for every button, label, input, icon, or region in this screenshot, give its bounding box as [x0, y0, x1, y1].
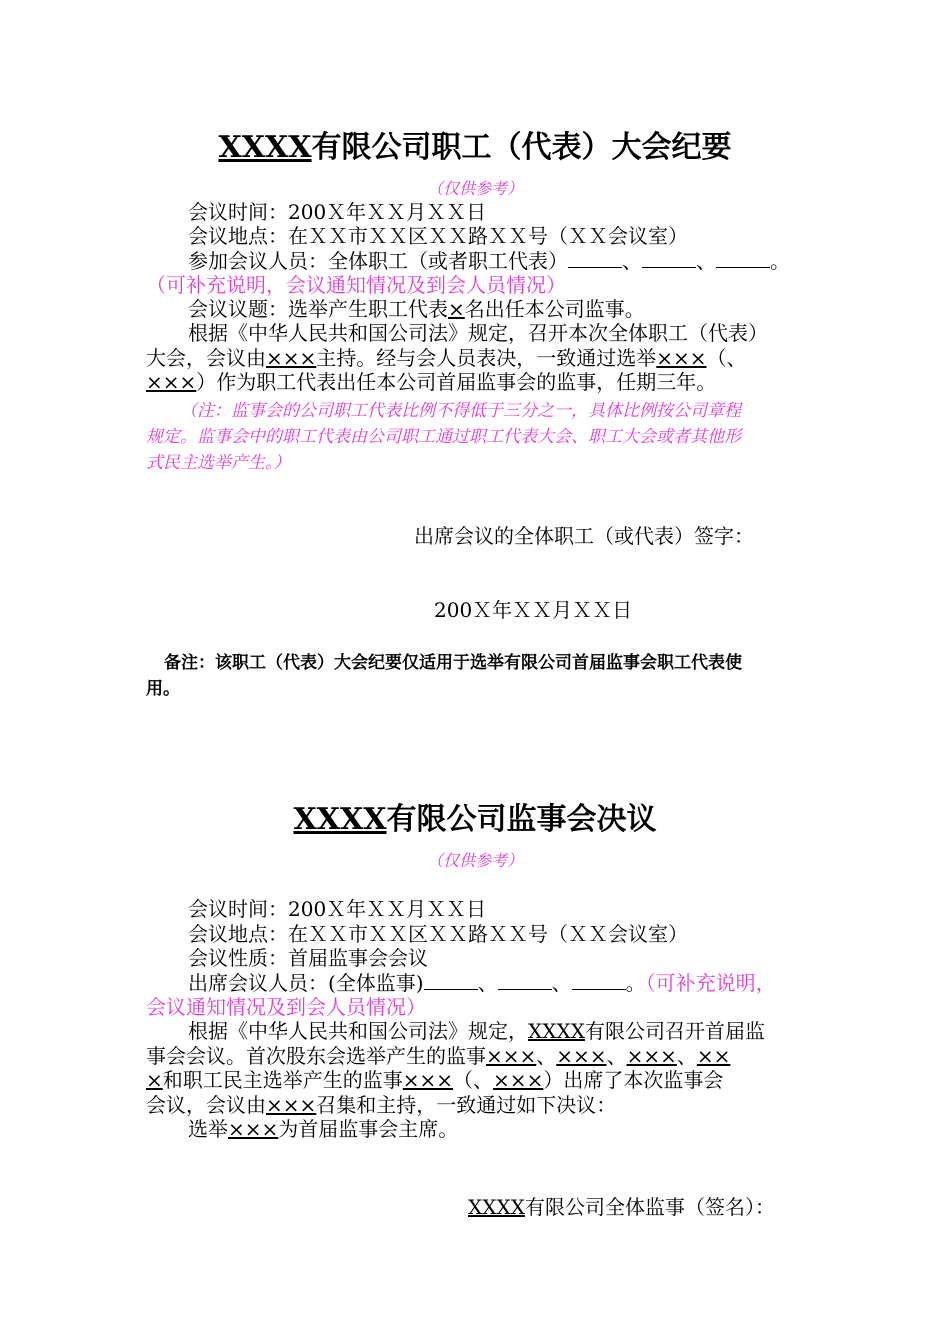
doc1-note-line-2: 规定。监事会中的职工代表由公司职工通过职工代表大会、职工大会或者其他形 — [146, 427, 741, 447]
doc2-meeting-place — [146, 922, 858, 946]
doc2-attendees-note: 会议通知情况及到会人员情况） — [146, 995, 426, 1019]
doc2-body-line-3 — [146, 1068, 816, 1092]
doc2-sep: 、 — [536, 1044, 557, 1068]
doc2-body-text: 会议，会议由 — [146, 1093, 266, 1117]
doc2-reference-note: （仅供参考） — [426, 851, 523, 870]
doc1-body-text: （、 — [706, 346, 747, 370]
doc1-body-text: ）作为职工代表出任本公司首届监事会的监事，任期三年。 — [196, 370, 717, 394]
doc2-attendees — [146, 971, 858, 995]
doc1-body-line-2 — [146, 346, 816, 370]
doc1-topic-count: × — [448, 297, 465, 321]
doc2-supervisor-placeholder: ××× — [556, 1044, 607, 1068]
doc2-title — [0, 800, 950, 840]
doc1-note-line-3: 式民主选举产生。） — [146, 453, 291, 473]
doc2-supervisor-placeholder: ××× — [626, 1044, 677, 1068]
doc1-sep-1: 、 — [622, 249, 642, 273]
doc1-title-text: 有限公司职工（代表）大会纪要 — [311, 130, 732, 165]
doc1-place-value: 在ＸＸ市ＸＸ区ＸＸ路ＸＸ号（ＸＸ会议室） — [288, 224, 688, 248]
doc1-remark-line-1: 备注：该职工（代表）大会纪要仅适用于选举有限公司首届监事会职工代表使 — [164, 653, 742, 673]
doc2-body-line-2 — [146, 1044, 816, 1068]
doc1-meeting-time — [146, 200, 858, 224]
doc2-supervisor-placeholder: ××× — [486, 1044, 537, 1068]
doc2-company-placeholder: XXXX — [528, 1019, 585, 1043]
doc1-place-label: 会议地点： — [188, 224, 288, 248]
doc2-body-line-1 — [146, 1019, 858, 1043]
doc1-elected-placeholder: ××× — [656, 346, 707, 370]
doc2-signature-text: 有限公司全体监事（签名）： — [524, 1195, 775, 1219]
doc2-blank-3 — [572, 971, 626, 990]
doc1-time-label: 会议时间： — [188, 200, 288, 224]
doc2-body-line-4 — [146, 1093, 816, 1117]
doc2-end: 。 — [625, 971, 646, 995]
doc2-resolution — [146, 1117, 858, 1141]
doc1-title — [0, 128, 950, 168]
doc1-body-line-3 — [146, 370, 816, 394]
doc2-convener-placeholder: ××× — [266, 1093, 317, 1117]
doc1-body-line-1: 根据《中华人民共和国公司法》规定，召开本次全体职工（代表） — [188, 321, 768, 345]
doc1-attendees — [146, 249, 858, 273]
doc1-end: 。 — [770, 249, 790, 273]
doc1-topic-text-end: 名出任本公司监事。 — [464, 297, 645, 321]
doc1-attendees-note: （可补充说明，会议通知情况及到会人员情况） — [146, 273, 566, 297]
doc2-supervisor-placeholder: ×× — [696, 1044, 731, 1068]
doc1-reference-note: （仅供参考） — [426, 179, 523, 198]
doc1-title-company-placeholder: XXXX — [218, 130, 312, 165]
doc2-body-text: （、 — [453, 1068, 494, 1092]
doc2-supervisor-placeholder: × — [146, 1068, 163, 1092]
doc2-sep: 、 — [676, 1044, 697, 1068]
doc2-signature-company-placeholder: XXXX — [468, 1195, 525, 1219]
doc1-sep-2: 、 — [696, 249, 716, 273]
doc1-topic-text: 会议议题：选举产生职工代表 — [188, 297, 448, 321]
doc2-attendees-text: 出席会议人员：(全体监事) — [188, 971, 424, 995]
doc1-time-value: 200Ｘ年ＸＸ月ＸＸ日 — [288, 200, 487, 224]
doc2-title-text: 有限公司监事会决议 — [386, 802, 657, 837]
doc2-body-text: ）出席了本次监事会 — [543, 1068, 724, 1092]
doc2-signature-label — [468, 1195, 775, 1219]
doc1-note-line-1: （注：监事会的公司职工代表比例不得低于三分之一，具体比例按公司章程 — [180, 401, 741, 421]
doc2-sep-1: 、 — [477, 971, 498, 995]
doc2-body-text: 召集和主持，一致通过如下决议： — [316, 1093, 617, 1117]
doc1-topic — [146, 297, 858, 321]
doc1-blank-3 — [716, 249, 770, 268]
doc1-body-text: 主持。经与会人员表决，一致通过选举 — [316, 346, 657, 370]
doc1-signature-date: 200Ｘ年ＸＸ月ＸＸ日 — [434, 598, 633, 622]
doc2-resolution-text: 为首届监事会主席。 — [278, 1117, 459, 1141]
doc2-chairman-placeholder: ××× — [228, 1117, 279, 1141]
doc2-time-value: 200Ｘ年ＸＸ月ＸＸ日 — [288, 897, 487, 921]
doc2-time-label: 会议时间： — [188, 897, 288, 921]
doc1-blank-2 — [642, 249, 696, 268]
doc2-body-text: 和职工民主选举产生的监事 — [162, 1068, 403, 1092]
doc2-employee-supervisor-placeholder: ××× — [402, 1068, 454, 1092]
doc1-chair-placeholder: ××× — [266, 346, 317, 370]
doc1-body-text: 大会，会议由 — [146, 346, 266, 370]
doc2-resolution-text: 选举 — [188, 1117, 228, 1141]
doc2-blank-1 — [424, 971, 478, 990]
doc2-sep: 、 — [606, 1044, 627, 1068]
doc2-attendees-note-start: （可补充说明， — [645, 971, 776, 995]
doc1-remark-line-2: 用。 — [146, 679, 180, 699]
doc2-title-company-placeholder: XXXX — [293, 802, 387, 837]
doc2-body-text: 根据《中华人民共和国公司法》规定， — [188, 1019, 528, 1043]
doc1-signature-label: 出席会议的全体职工（或代表）签字： — [414, 524, 754, 548]
doc1-meeting-place — [146, 224, 858, 248]
doc1-blank-1 — [568, 249, 622, 268]
doc2-meeting-time — [146, 897, 858, 921]
doc2-sep-2: 、 — [551, 971, 572, 995]
doc2-body-text: 有限公司召开首届监 — [584, 1019, 765, 1043]
doc2-blank-2 — [498, 971, 552, 990]
doc1-elected-placeholder-2: ××× — [146, 370, 197, 394]
doc1-attendees-text: 参加会议人员：全体职工（或者职工代表） — [188, 249, 568, 273]
doc2-meeting-nature: 会议性质：首届监事会会议 — [188, 946, 428, 970]
doc2-place-label: 会议地点： — [188, 922, 288, 946]
doc2-body-text: 事会会议。首次股东会选举产生的监事 — [146, 1044, 486, 1068]
doc2-place-value: 在ＸＸ市ＸＸ区ＸＸ路ＸＸ号（ＸＸ会议室） — [288, 922, 688, 946]
doc2-employee-supervisor-placeholder: ××× — [493, 1068, 544, 1092]
